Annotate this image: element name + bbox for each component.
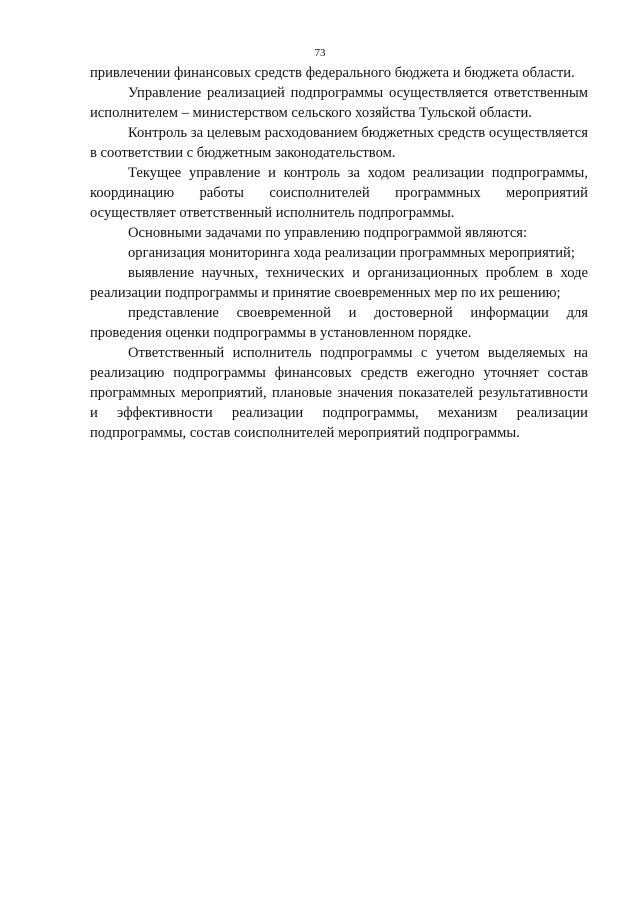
list-item-information: представление своевременной и достоверной информации для проведения оценки подпрограммы в установленном порядке. [90, 305, 588, 341]
document-body [90, 63, 588, 443]
paragraph-current-management: Текущее управление и контроль за ходом реализации подпрограммы, координацию работы соисполнителей программных мероприятий осуществляет ответственный исполнитель подпрограммы. [90, 165, 588, 221]
paragraph-control: Контроль за целевым расходованием бюджетных средств осуществляется в соответствии с бюджетным законодательством. [90, 125, 588, 161]
page-number: 73 [314, 47, 326, 59]
list-item-problems: выявление научных, технических и организационных проблем в ходе реализации подпрограммы и принятие своевременных мер по их решению; [90, 265, 588, 301]
paragraph-tasks-intro: Основными задачами по управлению подпрограммой являются: [128, 225, 528, 241]
paragraph-continuation: привлечении финансовых средств федерального бюджета и бюджета области. [90, 65, 575, 81]
list-item-monitoring: организация мониторинга хода реализации программных мероприятий; [128, 245, 575, 261]
paragraph-management: Управление реализацией подпрограммы осуществляется ответственным исполнителем – министерством сельского хозяйства Тульской области. [90, 85, 588, 121]
paragraph-responsible-executor: Ответственный исполнитель подпрограммы с учетом выделяемых на реализацию подпрограммы финансовых средств ежегодно уточняет состав программных мероприятий, плановые значения показателей результативности и эффективности реализации подпрограммы, механизм реализации подпрограммы, состав соисполнителей мероприятий подпрограммы. [90, 345, 588, 441]
